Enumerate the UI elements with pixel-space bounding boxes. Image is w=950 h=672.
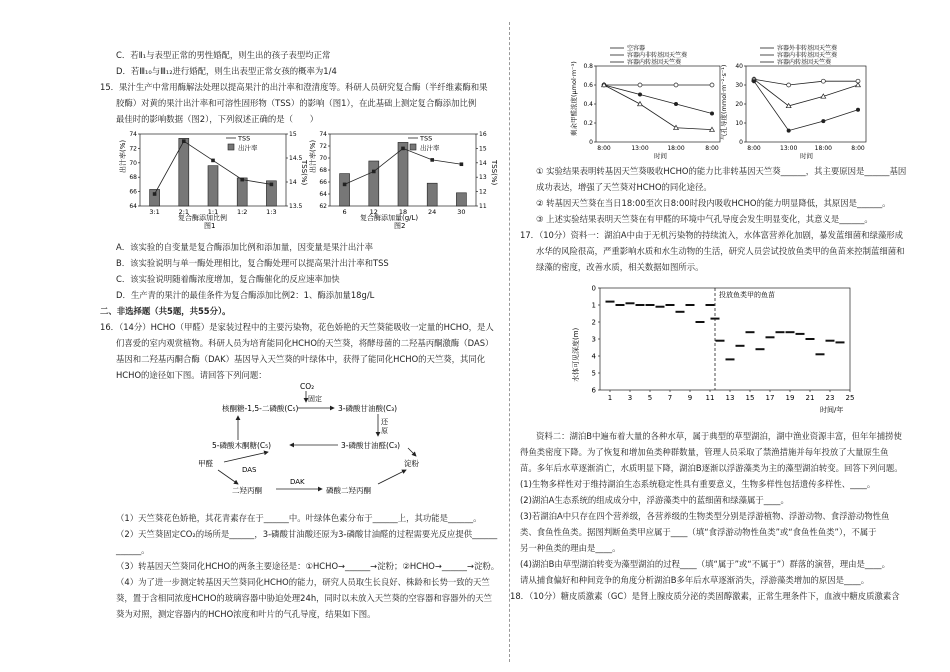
lake-xtick-label: 17 xyxy=(765,394,775,402)
fig1-xtick-label: 1:2 xyxy=(236,208,248,216)
fig1-ytick-right-label: 14.5 xyxy=(289,155,303,162)
fig1-ytick-right-label: 13.5 xyxy=(289,203,303,210)
q16-sub1: （1）天竺葵花色娇艳，其花青素存在于______中。叶绿体色素分布于______上，其功能是______。 xyxy=(116,513,482,523)
fig1-bar xyxy=(179,138,189,206)
q16-stem-line1: 16．（14分）HCHO（甲醛）是家装过程中的主要污染物，花色娇艳的天竺葵能吸收一定量的HCHO，是人 xyxy=(100,322,494,332)
lake-chart-annotation: 投放鱼类甲的鱼苗 xyxy=(719,291,775,299)
hcho-xtick-label: 8:00 xyxy=(597,145,611,152)
lake-xtick-label: 13 xyxy=(725,394,735,402)
hcho-point xyxy=(674,83,678,87)
fig2-ytick-left-label: 64 xyxy=(319,191,327,198)
fig1-ytick-left-label: 68 xyxy=(129,174,137,182)
fig2-tss-point xyxy=(401,147,405,151)
hcho-series-line xyxy=(604,85,712,130)
fig1-tss-point xyxy=(270,183,274,187)
pathway-dha: 二羟丙酮 xyxy=(232,486,262,495)
fig2-bar xyxy=(340,174,350,206)
pathway-hcho-to-ru5p-arrow xyxy=(224,452,268,462)
fig1-tss-point xyxy=(240,178,244,182)
lake-ytick-label: 5 xyxy=(591,369,596,378)
lake-xtick-label: 7 xyxy=(667,394,673,402)
stomata-chart-frame xyxy=(746,66,866,142)
fig1-bar xyxy=(150,189,160,206)
fig2-ytick-right-label: 16 xyxy=(479,131,487,138)
fig2-xtick-label: 6 xyxy=(342,208,347,216)
hcho-legend-label: 容器内非转基因天竺葵 xyxy=(627,52,688,59)
fig1-xtick-label: 1:3 xyxy=(266,208,277,216)
pathway-hcho: 甲醛 xyxy=(198,459,213,468)
fig1-ytick-left-label: 66 xyxy=(129,188,137,196)
pathway-fix-label: 固定 xyxy=(308,395,322,403)
st-xtick-label: 8:00 xyxy=(851,145,865,152)
fig1-legend-yield: 出汁率 xyxy=(238,144,258,152)
fig2-tss-point xyxy=(343,183,347,187)
q17-material2-line3: 苗。多年后水草逐渐消亡，水质明显下降，湖泊B逐渐以浮游藻类为主的藻型湖泊转变。回答下列问题。 xyxy=(520,463,903,473)
fig2-xtick-label: 12 xyxy=(369,208,378,216)
q17-stem-line2: 水华的风险很高，严重影响水质和水生动物的生活，研究人员尝试投放鱼类甲的鱼苗来控制蓝细菌和 xyxy=(536,246,905,256)
pathway-ru5p: 5-磷酸木酮糖(C₅) xyxy=(212,441,272,450)
fig1-ylabel-left: 出汁率(%) xyxy=(119,139,127,173)
lake-ytick-label: 1 xyxy=(591,301,596,310)
fig2-xtick-label: 30 xyxy=(457,208,466,216)
q17-stem-line1: 17．（10分）资料一：湖泊A中由于无机污染物的持续流入，水体富营养化加剧，暴发蓝细菌和绿藻形成 xyxy=(520,230,903,240)
pathway-hcho-to-dha-arrow xyxy=(218,470,238,484)
fig2-tss-point xyxy=(372,170,376,174)
st-series-line xyxy=(754,79,858,85)
fig2-xtick-label: 24 xyxy=(428,208,437,216)
pathway-dhap-to-starch-arrow xyxy=(378,470,406,484)
st-xtick-label: 13:00 xyxy=(780,145,798,152)
q17-sub2: (2)湖泊A生态系统的组成成分中，浮游藻类中的蓝细菌和绿藻属于____。 xyxy=(520,495,789,505)
lake-ytick-label: 4 xyxy=(591,352,596,361)
fig2-ytick-left-label: 74 xyxy=(319,131,327,138)
fig2-bar xyxy=(427,183,437,206)
hcho-xtick-label: 13:00 xyxy=(631,145,649,152)
q17-sub3-line1: (3)若湖泊A中只存在四个营养级，各营养级的生物类型分别是浮游植物、浮游动物、食浮游动物性鱼 xyxy=(520,511,890,521)
hcho-xtick-label: 8:00 xyxy=(705,145,719,152)
st-ytick-label: 40 xyxy=(735,63,743,70)
fig1-ytick-left-label: 64 xyxy=(129,203,137,210)
fig1-ylabel-right: TSS(%) xyxy=(300,160,308,186)
lake-xtick-label: 1 xyxy=(607,394,613,402)
q15-option-c: C．该实验说明随着酶浓度增加，复合酶催化的反应速率加快 xyxy=(116,274,340,284)
q14-option-c: C．若Ⅱ₁与表型正常的男性婚配，则生出的孩子表型均正常 xyxy=(116,50,331,60)
lake-xtick-label: 9 xyxy=(687,394,693,402)
pathway-co2: CO₂ xyxy=(300,382,315,391)
lake-xtick-label: 19 xyxy=(785,394,795,402)
hcho-ytick-label: 0.8 xyxy=(583,63,593,70)
fig2-ytick-right-label: 15 xyxy=(479,145,487,153)
q16-result-3: ③ 上述实验结果表明天竺葵在有甲醛的环境中气孔导度会发生明显变化，其意义是______。 xyxy=(536,214,873,224)
lake-xtick-label: 3 xyxy=(627,394,633,402)
q15-option-d: D．生产青的果汁的最佳条件为复合酶添加比例2：1、酶添加量18g/L xyxy=(116,290,375,300)
q16-result-2: ② 转基因天竺葵在当日18:00至次日8:00时段内吸收HCHO的能力明显降低，其原因是______。 xyxy=(536,198,891,208)
fig2-ytick-right-label: 12 xyxy=(479,188,487,196)
q16-stem-line3: 基因和二羟基丙酮合酶（DAK）基因导入天竺葵的叶绿体中，获得了能同化HCHO的天竺葵，其同化 xyxy=(116,354,486,364)
hcho-xtick-label: 18:00 xyxy=(667,145,685,152)
q16-sub4-line1: （4）为了进一步测定转基因天竺葵同化HCHO的能力，研究人员取生长良好、株龄和长势一致的天竺 xyxy=(116,577,490,587)
lake-xtick-label: 5 xyxy=(647,394,653,402)
lake-ytick-label: 6 xyxy=(591,386,596,395)
st-ytick-label: 30 xyxy=(735,82,743,89)
hcho-ytick-label: 0 xyxy=(589,139,593,146)
hcho-point xyxy=(638,93,642,97)
fig1-caption: 图1 xyxy=(204,222,216,229)
hcho-chart-xlabel: 时间 xyxy=(654,152,667,160)
hcho-chart-ylabel: 剩余甲醛浓度(μmol·m⁻³) xyxy=(570,61,578,136)
fig2-bar xyxy=(456,193,466,206)
fig1-legend-yield-swatch xyxy=(228,144,234,150)
fig2-ylabel-left: 出汁率(%) xyxy=(309,139,317,173)
pathway-gap: 3-磷酸甘油醛(C₃) xyxy=(341,441,401,450)
section-2-heading: 二、非选择题（共5题，共55分）。 xyxy=(100,306,231,316)
q17-sub4-line2: 请从捕食偏好和种间竞争的角度分析湖泊B多年后水草逐渐消失，浮游藻类增加的原因是____。 xyxy=(520,575,870,585)
lake-chart-ylabel: 水体可见深度(m) xyxy=(572,327,580,382)
fig2-legend-yield: 出汁率 xyxy=(420,144,440,152)
q17-material2-line2: 得鱼类密度下降。为了恢复和增加鱼类种群数量，管理人员采取了禁渔措施并每年投放了大量原生鱼 xyxy=(520,447,889,457)
lake-depth-chart xyxy=(568,270,858,416)
q16-stem-line2: 们喜爱的室内观赏植物。科研人员为培育能同化HCHO的天竺葵，将酵母菌的二羟基丙酮激酶（DAS） xyxy=(116,338,494,348)
st-legend-label: 容器内非转基因天竺葵 xyxy=(777,52,838,59)
lake-ytick-label: 2 xyxy=(591,318,596,327)
hcho-pathway-diagram xyxy=(198,380,438,498)
fig2-xlabel: 复合酶添加量(g/L) xyxy=(360,214,419,222)
hcho-ytick-label: 0.2 xyxy=(583,120,593,127)
fig2-tss-point xyxy=(460,162,464,166)
q16-sub4-line2: 葵，置于含相同浓度HCHO的玻璃容器中胁迫处理24h，同时以未放入天竺葵的空容器和容器外的天竺 xyxy=(116,593,492,603)
hcho-point xyxy=(638,83,642,87)
fig1-ytick-left-label: 72 xyxy=(129,145,137,153)
fig1-legend-tss: TSS xyxy=(238,134,251,143)
fig2-ytick-left-label: 68 xyxy=(319,167,327,174)
fig2-bar xyxy=(398,142,408,206)
q17-sub4-line1: (4)湖泊B由草型湖泊转变为藻型湖泊的过程____（填“属于”或“不属于”）群落的演替，理由是____。 xyxy=(520,559,890,569)
hcho-series-line xyxy=(604,85,712,114)
q16-result-1-line2: 成功表达，增强了天竺葵对HCHO的同化途径。 xyxy=(536,182,712,192)
hcho-legend-label: 容器内转基因天竺葵 xyxy=(627,59,682,66)
q16-sub2-line1: （2）天竺葵固定CO₂的场所是______，3-磷酸甘油酸还原为3-磷酸甘油醛的过程需要光反应提供______ xyxy=(116,529,498,539)
q15-option-a: A．该实验的自变量是复合酶添加比例和添加量，因变量是果汁出汁率 xyxy=(116,242,373,252)
lake-xtick-label: 11 xyxy=(705,394,715,402)
stomata-chart-ylabel: 气孔导度(mmol·m⁻²·s⁻¹) xyxy=(720,64,728,140)
fig2-legend-yield-swatch xyxy=(410,144,416,150)
pathway-pga: 3-磷酸甘油酸(C₃) xyxy=(338,404,398,413)
pathway-rubp: 核酮糖-1,5-二磷酸(C₅) xyxy=(222,404,299,413)
lake-chart-xlabel: 时间/年 xyxy=(820,406,844,414)
fig1-xtick-label: 3:1 xyxy=(149,208,160,216)
fig1-ytick-left-label: 74 xyxy=(129,131,137,138)
st-ytick-label: 10 xyxy=(735,120,743,127)
lake-ytick-label: 0 xyxy=(591,284,596,293)
fig2-ytick-right-label: 14 xyxy=(479,159,487,167)
lake-xtick-label: 25 xyxy=(845,394,855,402)
hcho-ytick-label: 0.6 xyxy=(583,82,593,89)
hcho-point xyxy=(710,112,714,116)
q14-option-d: D．若Ⅲ₁₀与Ⅲ₁₂进行婚配，则生出表型正常女孩的概率为1/4 xyxy=(116,66,337,76)
fig2-ytick-left-label: 72 xyxy=(319,143,327,150)
fig1-tss-point xyxy=(211,159,215,163)
q16-sub3: （3）转基因天竺葵同化HCHO的两条主要途径是：①HCHO→______→淀粉；②HCHO→______→淀粉。 xyxy=(116,561,500,571)
hcho-concentration-chart xyxy=(570,42,730,160)
fig2-ylabel-right: TSS(%) xyxy=(490,160,498,186)
pathway-das-label: DAS xyxy=(242,466,257,474)
fig1-xtick-label: 2:1 xyxy=(178,208,190,216)
st-legend-label: 容器内转基因天竺葵 xyxy=(777,59,832,66)
hcho-chart-frame xyxy=(596,66,720,142)
hcho-point xyxy=(638,102,643,106)
st-legend-label: 容器外非转基因天竺葵 xyxy=(777,45,838,52)
lake-xtick-label: 15 xyxy=(745,394,755,402)
lake-xtick-label: 23 xyxy=(825,394,835,402)
q16-stem-line4: HCHO的途径如下图。请回答下列问题： xyxy=(116,370,267,380)
pathway-gap-to-starch-arrow xyxy=(408,448,416,456)
figure-2-chart xyxy=(308,124,498,229)
fig2-ytick-left-label: 62 xyxy=(319,203,327,210)
fig2-ytick-left-label: 70 xyxy=(319,155,327,162)
q17-sub3-line3: 另一种鱼类的理由是____。 xyxy=(520,543,621,553)
fig2-legend-tss: TSS xyxy=(420,134,433,143)
fig1-ytick-right-label: 14 xyxy=(289,179,297,186)
q16-sub4-line3: 葵为对照，测定容器内的HCHO浓度和叶片的气孔导度，结果如下图。 xyxy=(116,609,376,619)
pathway-dhap: 磷酸二羟丙酮 xyxy=(326,486,371,495)
q16-sub2-line2: ______。 xyxy=(116,545,150,555)
q16-result-1-line1: ① 实验结果表明转基因天竺葵吸收HCHO的能力比非转基因天竺葵______，其主要原因是______基因 xyxy=(536,166,907,176)
st-point xyxy=(752,79,756,83)
pathway-starch: 淀粉 xyxy=(404,459,419,468)
q15-stem-line2: 胶酶）对黄的果汁出汁率和可溶性固形物（TSS）的影响（图1），在此基础上测定复合酶添加比例 xyxy=(116,98,477,108)
q15-option-b: B．该实验说明与单一酶处理相比，复合酶处理可以提高果汁出汁率和TSS xyxy=(116,258,389,268)
q17-stem-line3: 绿藻的密度，改善水质，相关数据如图所示。 xyxy=(536,262,704,272)
st-ytick-label: 0 xyxy=(739,139,743,146)
fig2-bar xyxy=(369,161,379,206)
fig2-ytick-right-label: 13 xyxy=(479,174,487,182)
fig2-ytick-right-label: 11 xyxy=(479,203,487,210)
q18-stem-line1: 18．（10分）糖皮质激素（GC）是肾上腺皮质分泌的类固醇激素，正常生理条件下，血液中糖皮质激素含 xyxy=(510,591,900,601)
fig2-xtick-label: 18 xyxy=(398,208,408,216)
lake-ytick-label: 3 xyxy=(591,335,596,344)
hcho-ytick-label: 0.4 xyxy=(583,101,593,108)
fig2-ytick-left-label: 66 xyxy=(319,179,327,186)
stomatal-conductance-chart xyxy=(720,42,876,160)
lake-xtick-label: 21 xyxy=(805,394,815,402)
fig1-xtick-label: 1:1 xyxy=(207,208,219,216)
q15-stem-line1: 15．果汁生产中常用酶解法处理以提高果汁的出汁率和澄清度等。科研人员研究复合酶（半纤维素酶和果 xyxy=(100,82,488,92)
fig1-ytick-right-label: 15 xyxy=(289,131,297,138)
pathway-reduce-label-2: 原 xyxy=(381,427,388,435)
st-point xyxy=(787,83,791,87)
fig1-tss-point xyxy=(182,139,186,143)
fig1-ytick-left-label: 70 xyxy=(129,159,137,167)
hcho-point xyxy=(710,83,714,87)
pathway-reduce-label-1: 还 xyxy=(381,418,388,426)
stomata-chart-xlabel: 时间 xyxy=(800,152,813,160)
pathway-dak-label: DAK xyxy=(290,478,305,486)
st-point xyxy=(856,83,861,87)
st-xtick-label: 8:00 xyxy=(747,145,761,152)
fig2-caption: 图2 xyxy=(394,222,406,229)
hcho-legend-label: 空容器 xyxy=(627,45,646,52)
figure-1-chart xyxy=(118,124,308,229)
fig2-tss-point xyxy=(430,158,434,162)
q17-sub1: (1)生物多样性对于维持湖泊生态系统稳定性具有重要意义，生物多样性包括遗传多样性、____。 xyxy=(520,479,876,489)
st-ytick-label: 20 xyxy=(735,101,743,108)
q15-stem-line3: 最佳时的影响数据（图2），下列叙述正确的是（ ） xyxy=(116,114,319,124)
st-point xyxy=(856,108,860,112)
q17-material2-line1: 资料二：湖泊B中遍布着大量的各种水草，属于典型的草型湖泊，湖中渔业资源丰富，但年年捕捞使 xyxy=(536,431,902,441)
q17-sub3-line2: 类、食鱼性鱼类。据图判断鱼类甲应属于____（填“食浮游动物性鱼类”或“食鱼性鱼类”），不属于 xyxy=(520,527,877,537)
column-divider xyxy=(509,22,510,662)
fig1-tss-point xyxy=(153,192,157,196)
st-series-line xyxy=(754,81,858,130)
st-point xyxy=(787,129,791,133)
fig1-bar xyxy=(208,166,218,206)
st-xtick-label: 18:00 xyxy=(814,145,832,152)
hcho-point xyxy=(674,102,678,106)
st-point xyxy=(821,119,825,123)
fig1-xlabel: 复合酶添加比例 xyxy=(178,214,227,222)
fig1-bar xyxy=(237,178,247,206)
st-point xyxy=(821,79,825,83)
